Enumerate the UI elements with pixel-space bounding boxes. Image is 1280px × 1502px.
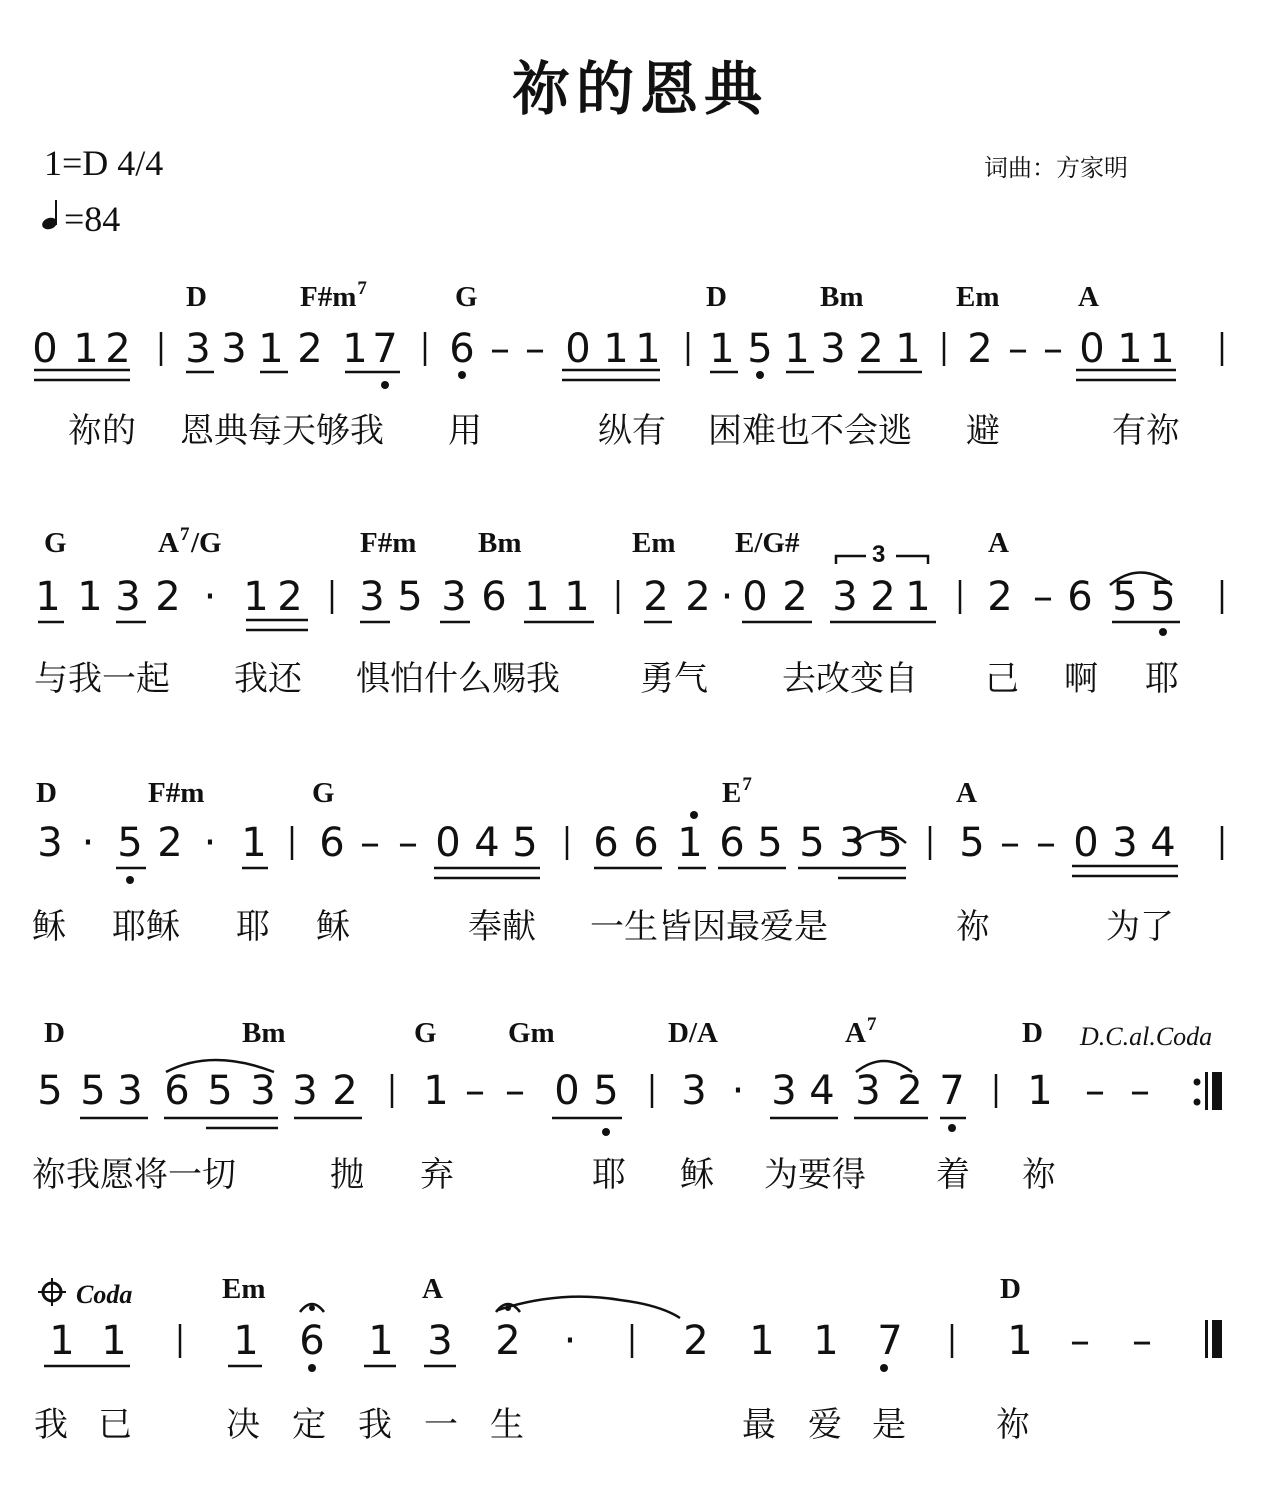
lyric: 着	[936, 1155, 970, 1195]
note: 2	[782, 574, 808, 620]
chord-symbol: G	[455, 281, 478, 313]
chord-symbol: D/A	[668, 1017, 718, 1049]
note: 3	[820, 326, 846, 372]
note: 6	[299, 1318, 325, 1364]
note: 0	[435, 820, 461, 866]
note: 2	[897, 1068, 923, 1114]
note: 6	[719, 820, 745, 866]
lyric: 避	[966, 411, 1000, 451]
note: 7	[939, 1068, 965, 1114]
note: –	[1033, 574, 1053, 620]
triplet-label: 3	[872, 541, 886, 568]
note: 2	[297, 326, 323, 372]
note: 1	[49, 1318, 75, 1364]
chord-symbol: F#m	[360, 527, 417, 559]
chord-symbol: D	[44, 1017, 65, 1049]
note: 7	[372, 326, 398, 372]
note: 1	[1027, 1068, 1053, 1114]
chord-symbol: D	[186, 281, 207, 313]
lyric: 困难也不会逃	[708, 411, 912, 451]
song-title: 祢的恩典	[511, 55, 768, 123]
note: 3	[1112, 820, 1138, 866]
note: –	[1043, 326, 1063, 372]
chord-symbol: Em	[222, 1273, 266, 1305]
note: ·	[203, 574, 217, 620]
chord-symbol: A	[422, 1273, 443, 1305]
lyric: 最	[742, 1405, 776, 1445]
note: 5	[799, 820, 825, 866]
lyric: 己	[985, 659, 1019, 699]
note: 1	[243, 574, 269, 620]
note: 1	[709, 326, 735, 372]
note: 5	[512, 820, 538, 866]
lyric: 耶	[1145, 659, 1179, 699]
lyric: 恩典每天够我	[180, 411, 384, 451]
note: 0	[554, 1068, 580, 1114]
note: 2	[858, 326, 884, 372]
note: 5	[80, 1068, 106, 1114]
note: 0	[32, 326, 58, 372]
note: 4	[474, 820, 500, 866]
lyric: 已	[98, 1405, 132, 1445]
note: 2	[332, 1068, 358, 1114]
note: 1	[342, 326, 368, 372]
lyric: 稣	[316, 907, 350, 947]
lyric: 我	[34, 1405, 68, 1445]
note: 1	[1007, 1318, 1033, 1364]
note: –	[505, 1068, 525, 1114]
note: –	[1070, 1318, 1090, 1364]
dc-al-coda-mark: D.C.al.Coda	[1080, 1022, 1213, 1051]
note: 3	[117, 1068, 143, 1114]
chord-symbol: G	[44, 527, 67, 559]
note: 3	[771, 1068, 797, 1114]
chord-symbol: A	[158, 527, 179, 559]
chord-symbol: E	[722, 777, 742, 809]
lyric: 一	[424, 1405, 458, 1445]
note: 7	[877, 1318, 903, 1364]
lyric: 与我一起	[34, 659, 170, 699]
note: –	[1130, 1068, 1150, 1114]
note: 2	[157, 820, 183, 866]
chord-symbol: A	[845, 1017, 866, 1049]
lyric: 用	[448, 411, 482, 451]
chord-symbol: Bm	[242, 1017, 286, 1049]
note: 1	[258, 326, 284, 372]
chord-symbol: F#m	[300, 281, 357, 313]
note: 6	[481, 574, 507, 620]
note: 0	[1079, 326, 1105, 372]
note: ·	[563, 1318, 577, 1364]
note: 5	[1112, 574, 1138, 620]
lyric: 抛	[330, 1155, 364, 1195]
note: –	[465, 1068, 485, 1114]
note: 2	[105, 326, 131, 372]
note: 3	[839, 820, 865, 866]
chord-symbol: A	[1078, 281, 1099, 313]
note: 1	[603, 326, 629, 372]
composer-credit: 词曲：方家明	[984, 154, 1128, 182]
note: 2	[685, 574, 711, 620]
lyric: 奉献	[468, 907, 536, 947]
note-underlines	[34, 370, 1180, 1366]
note: 2	[277, 574, 303, 620]
note: 1	[77, 574, 103, 620]
note: 3	[115, 574, 141, 620]
lyric: 稣	[32, 907, 66, 947]
chord-symbol: Em	[956, 281, 1000, 313]
chord-superscript: 7	[180, 524, 190, 545]
note: 6	[1067, 574, 1093, 620]
note: –	[1008, 326, 1028, 372]
chord-symbol: D	[36, 777, 57, 809]
note: 1	[101, 1318, 127, 1364]
note: –	[490, 326, 510, 372]
note: 1	[895, 326, 921, 372]
note: 3	[292, 1068, 318, 1114]
note: 6	[164, 1068, 190, 1114]
note: –	[1132, 1318, 1152, 1364]
lyric: 生	[490, 1405, 524, 1445]
note: 1	[35, 574, 61, 620]
lyric: 为了	[1106, 907, 1174, 947]
lyric: 耶	[236, 907, 270, 947]
lyric: 决	[226, 1405, 260, 1445]
octave-dots	[126, 371, 1167, 1372]
note: 1	[1149, 326, 1175, 372]
chord-symbol: A	[988, 527, 1009, 559]
note: 2	[495, 1318, 521, 1364]
chord-superscript: 7	[357, 278, 367, 299]
note: 1	[677, 820, 703, 866]
note: 3	[37, 820, 63, 866]
tempo-value: =84	[64, 199, 121, 239]
lyric: 祢	[956, 907, 990, 947]
note: –	[398, 820, 418, 866]
lyric: 去改变自	[782, 659, 918, 699]
note: 2	[870, 574, 896, 620]
lyric: 惧怕什么赐我	[356, 659, 560, 699]
note: 3	[359, 574, 385, 620]
note: 2	[683, 1318, 709, 1364]
note: 6	[633, 820, 659, 866]
note: –	[1085, 1068, 1105, 1114]
note: 0	[742, 574, 768, 620]
note: 1	[813, 1318, 839, 1364]
lyric: 弃	[420, 1155, 454, 1195]
chord-symbol: Bm	[820, 281, 864, 313]
note: 5	[1150, 574, 1176, 620]
note: 3	[681, 1068, 707, 1114]
note: 5	[37, 1068, 63, 1114]
note: 3	[441, 574, 467, 620]
lyric: 纵有	[598, 411, 666, 451]
note: 1	[73, 326, 99, 372]
chord-symbol: D	[1022, 1017, 1043, 1049]
chord-symbol: D	[706, 281, 727, 313]
key-signature: 1=D 4/4	[44, 143, 164, 183]
lyric: 祢	[996, 1405, 1030, 1445]
note: 5	[747, 326, 773, 372]
note: 4	[809, 1068, 835, 1114]
note: 3	[221, 326, 247, 372]
note: 1	[233, 1318, 259, 1364]
note: 2	[155, 574, 181, 620]
note: 5	[959, 820, 985, 866]
note: 3	[855, 1068, 881, 1114]
note: 5	[593, 1068, 619, 1114]
note: 1	[905, 574, 931, 620]
lyric: 有祢	[1112, 411, 1180, 451]
note: 1	[423, 1068, 449, 1114]
note: 3	[427, 1318, 453, 1364]
lyric: 爱	[808, 1405, 842, 1445]
chord-symbol: Bm	[478, 527, 522, 559]
note: 2	[987, 574, 1013, 620]
note: 0	[1073, 820, 1099, 866]
lyric: 祢的	[68, 411, 136, 451]
note: 1	[524, 574, 550, 620]
chord-symbol: D	[1000, 1273, 1021, 1305]
final-barline	[1205, 1320, 1222, 1358]
lyric: 勇气	[640, 659, 708, 699]
lyric: 祢我愿将一切	[32, 1155, 236, 1195]
chord-symbol: A	[956, 777, 977, 809]
note: 2	[967, 326, 993, 372]
note: 2	[643, 574, 669, 620]
note: ·	[81, 820, 95, 866]
note: 5	[877, 820, 903, 866]
note: 6	[593, 820, 619, 866]
note: 3	[250, 1068, 276, 1114]
note: –	[1036, 820, 1056, 866]
note: 1	[635, 326, 661, 372]
note: 1	[784, 326, 810, 372]
chord-superscript: 7	[742, 774, 752, 795]
note: 5	[117, 820, 143, 866]
lyric: 我还	[234, 659, 302, 699]
chord-symbol: E/G#	[735, 527, 800, 559]
lyric: 定	[292, 1405, 326, 1445]
lyric: 啊	[1064, 659, 1098, 699]
note: 3	[185, 326, 211, 372]
lyric: 耶稣	[112, 907, 180, 947]
chord-bass: /G	[191, 527, 222, 559]
fermatas	[300, 1304, 520, 1312]
note: 1	[241, 820, 267, 866]
note: ·	[203, 820, 217, 866]
chord-symbol: F#m	[148, 777, 205, 809]
lyric: 祢	[1022, 1155, 1056, 1195]
note: 5	[207, 1068, 233, 1114]
note: 5	[757, 820, 783, 866]
chord-superscript: 7	[867, 1014, 877, 1035]
note: 6	[319, 820, 345, 866]
note: 1	[564, 574, 590, 620]
note: 6	[449, 326, 475, 372]
note: ·	[720, 574, 734, 620]
note: 1	[1117, 326, 1143, 372]
note: –	[525, 326, 545, 372]
lyric: 我	[358, 1405, 392, 1445]
note: –	[1000, 820, 1020, 866]
note: 3	[832, 574, 858, 620]
note: 5	[397, 574, 423, 620]
note: 1	[749, 1318, 775, 1364]
note: 4	[1150, 820, 1176, 866]
coda-sign	[38, 1278, 132, 1309]
coda-label: Coda	[76, 1280, 133, 1309]
note: 0	[565, 326, 591, 372]
lyric: 稣	[680, 1155, 714, 1195]
lyric: 是	[872, 1405, 906, 1445]
chord-symbol: Gm	[508, 1017, 555, 1049]
note: –	[360, 820, 380, 866]
end-repeat-barline	[1194, 1072, 1223, 1110]
lyric: 为要得	[764, 1155, 866, 1195]
chord-symbol: G	[312, 777, 335, 809]
note: ·	[731, 1068, 745, 1114]
lyric: 耶	[592, 1155, 626, 1195]
chord-symbol: G	[414, 1017, 437, 1049]
chord-symbol: Em	[632, 527, 676, 559]
lyric: 一生皆因最爱是	[590, 907, 828, 947]
note: 1	[368, 1318, 394, 1364]
